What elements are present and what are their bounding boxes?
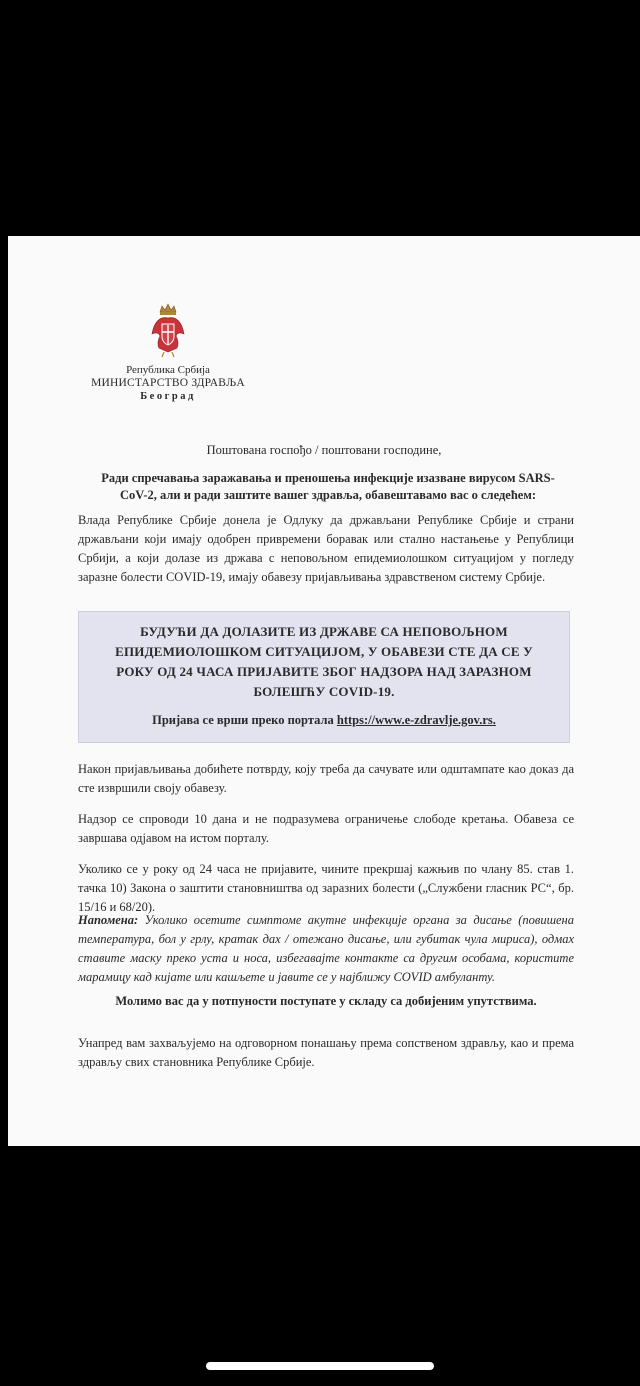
greeting: Поштована госпођо / поштовани господине, <box>206 443 442 457</box>
paragraph-government-decision: Влада Републике Србије донела је Одлуку да држављани Републике Србије и страни држављани који имају одобрен привремени боравак или стално настањење у Републици Србији, а који долазе из држава с неповољном епидемиолошком ситуацијом у погледу заразне болести COVID-19, имају обавезу пријављивања здравственом систему Србије. <box>78 513 574 584</box>
closing-request: Молимо вас да у потпуности поступате у складу са добијеним упутствима. <box>115 994 537 1008</box>
notice-box <box>78 611 570 743</box>
note-text: Уколико осетите симптоме акутне инфекције органа за дисање (повишена температура, бол у грлу, кратак дах / отежано дисање, или губитак чула мириса), одмах ставите маску преко уста и носа, избегавајте контакте са другим особама, користите марамицу кад кијате или кашљете и јавите се у најближу COVID амбуланту. <box>78 913 575 984</box>
serbian-coat-of-arms-icon <box>150 302 186 358</box>
note-paragraph <box>78 911 574 987</box>
city-name: Београд <box>140 391 196 402</box>
letterhead <box>78 364 258 403</box>
ministry-name: МИНИСТАРСТВО ЗДРАВЉА <box>91 377 245 389</box>
paragraph-confirmation: Након пријављивања добићете потврду, коју треба да сачувате или одштампате као доказ да сте извршили своју обавезу. <box>78 762 574 795</box>
country-name: Република Србија <box>126 364 210 376</box>
home-indicator[interactable] <box>206 1362 434 1370</box>
portal-text: Пријава се врши преко портала <box>152 713 334 727</box>
paragraph-supervision: Надзор се спроводи 10 дана и не подразумева ограничење слободе кретања. Обавеза се завршава одјавом на истом порталу. <box>78 812 574 845</box>
paragraph-penalty: Уколико се у року од 24 часа не пријавите, чините прекршај кажњив по члану 85. став 1. тачка 10) Закона о заштити становништва од заразних болести („Службени гласник РС“, бр. 15/16 и 68/20). <box>78 862 574 914</box>
intro-text: Ради спречавања заражавања и преношења инфекције изазване вирусом SARS-CoV-2, али и ради заштите вашег здравља, обавештавамо вас о следећем: <box>101 471 555 502</box>
portal-line <box>79 713 569 728</box>
note-label: Напомена: <box>78 913 139 927</box>
paragraph-thanks: Унапред вам захваљујемо на одговорном понашању према сопственом здрављу, као и према здрављу свих становника Републике Србије. <box>78 1036 574 1069</box>
notice-headline: БУДУЋИ ДА ДОЛАЗИТЕ ИЗ ДРЖАВЕ СА НЕПОВОЉНОМ ЕПИДЕМИОЛОШКОМ СИТУАЦИЈОМ, У ОБАВЕЗИ СТЕ ДА СЕ У РОКУ ОД 24 ЧАСА ПРИЈАВИТЕ ЗБОГ НАДЗОРА НАД ЗАРАЗНОМ БОЛЕШЋУ COVID-19. <box>115 624 533 699</box>
letter-page <box>8 236 640 1146</box>
portal-link[interactable]: https://www.e-zdravlje.gov.rs. <box>336 713 496 727</box>
